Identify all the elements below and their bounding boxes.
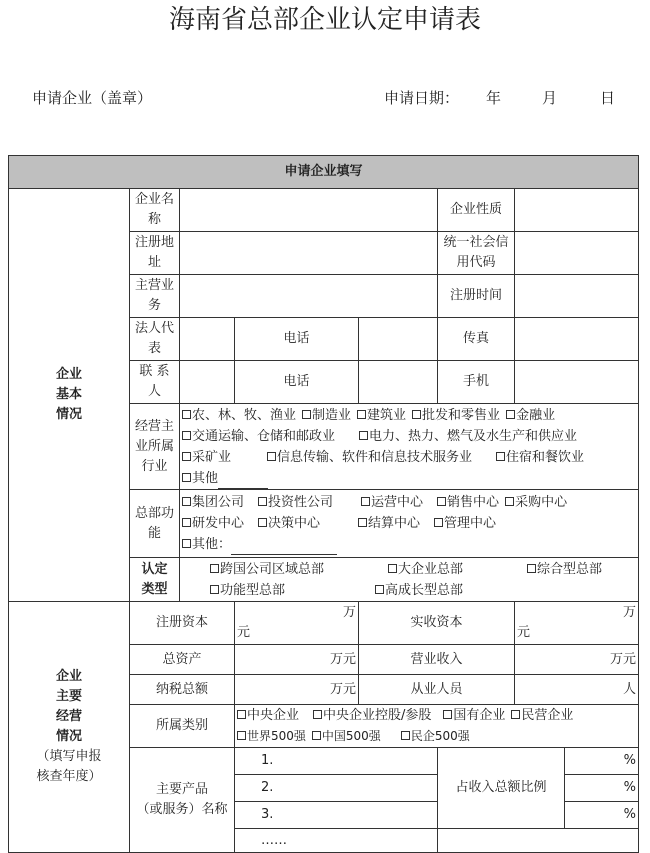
checkbox-icon xyxy=(357,410,366,419)
function-option[interactable]: 销售中心 xyxy=(437,492,499,513)
company-nature-field[interactable] xyxy=(515,189,639,232)
checkbox-icon xyxy=(401,731,410,740)
total-assets-label: 总资产 xyxy=(130,645,235,675)
cert-type-options xyxy=(180,558,639,602)
checkbox-icon xyxy=(182,473,191,482)
contact-field[interactable] xyxy=(180,361,235,404)
function-option[interactable]: 管理中心 xyxy=(434,513,496,534)
industry-option[interactable]: 采矿业 xyxy=(182,447,231,468)
industry-option[interactable]: 制造业 xyxy=(302,405,351,426)
category-option[interactable]: 中央企业 xyxy=(237,705,299,726)
product-more: …… xyxy=(235,829,438,853)
industry-option[interactable]: 农、林、牧、渔业 xyxy=(182,405,296,426)
checkbox-icon xyxy=(182,497,191,506)
category-option[interactable]: 国有企业 xyxy=(443,705,505,726)
total-tax-label: 纳税总额 xyxy=(130,675,235,705)
checkbox-icon xyxy=(237,710,246,719)
checkbox-icon xyxy=(358,518,367,527)
category-option[interactable]: 世界500强 xyxy=(237,726,306,747)
cert-type-option[interactable]: 综合型总部 xyxy=(527,559,602,580)
credit-code-label: 统一社会信用代码 xyxy=(438,232,515,275)
function-option[interactable]: 集团公司 xyxy=(182,492,244,513)
ratio-3[interactable]: % xyxy=(565,802,639,829)
function-option[interactable]: 结算中心 xyxy=(358,513,420,534)
total-assets-field[interactable]: 万元 xyxy=(235,645,359,675)
checkbox-icon xyxy=(434,518,443,527)
category-options xyxy=(235,705,639,748)
year-label: 年 xyxy=(486,89,502,107)
checkbox-icon xyxy=(443,710,452,719)
industry-option[interactable]: 批发和零售业 xyxy=(412,405,500,426)
checkbox-icon xyxy=(182,539,191,548)
product-2[interactable]: 2. xyxy=(235,775,438,802)
other-industry-blank xyxy=(218,488,268,489)
registered-address-field[interactable] xyxy=(180,232,438,275)
application-form-table xyxy=(8,155,639,853)
checkbox-icon xyxy=(388,564,397,573)
credit-code-field[interactable] xyxy=(515,232,639,275)
category-label: 所属类别 xyxy=(130,705,235,748)
checkbox-icon xyxy=(182,410,191,419)
category-option[interactable]: 中国500强 xyxy=(312,726,381,747)
function-options xyxy=(180,490,639,558)
checkbox-icon xyxy=(267,452,276,461)
industry-option[interactable]: 电力、热力、燃气及水生产和供应业 xyxy=(359,426,577,447)
legal-rep-label: 法人代表 xyxy=(130,318,180,361)
function-option[interactable]: 研发中心 xyxy=(182,513,244,534)
checkbox-icon xyxy=(258,497,267,506)
main-business-field[interactable] xyxy=(180,275,438,318)
function-option[interactable]: 采购中心 xyxy=(505,492,567,513)
phone-field[interactable] xyxy=(359,318,438,361)
company-name-field[interactable] xyxy=(180,189,438,232)
checkbox-icon xyxy=(182,431,191,440)
checkbox-icon xyxy=(496,452,505,461)
checkbox-icon xyxy=(511,710,520,719)
cert-type-option[interactable]: 功能型总部 xyxy=(210,580,285,601)
registered-address-label: 注册地址 xyxy=(130,232,180,275)
fax-label: 传真 xyxy=(438,318,515,361)
revenue-label: 营业收入 xyxy=(359,645,515,675)
products-label: 主要产品 （或服务）名称 xyxy=(130,748,235,853)
checkbox-icon xyxy=(182,518,191,527)
company-name-label: 企业名称 xyxy=(130,189,180,232)
industry-options xyxy=(180,404,639,490)
contact-phone-label: 电话 xyxy=(235,361,359,404)
category-option[interactable]: 民营企业 xyxy=(511,705,573,726)
mobile-field[interactable] xyxy=(515,361,639,404)
checkbox-icon xyxy=(312,731,321,740)
legal-rep-field[interactable] xyxy=(180,318,235,361)
section-title: 申请企业填写 xyxy=(9,156,639,189)
paid-capital-label: 实收资本 xyxy=(359,602,515,645)
checkbox-icon xyxy=(237,731,246,740)
cert-type-option[interactable]: 大企业总部 xyxy=(388,559,463,580)
revenue-field[interactable]: 万元 xyxy=(515,645,639,675)
function-option-other[interactable]: 其他： xyxy=(182,534,337,555)
checkbox-icon xyxy=(505,497,514,506)
industry-option[interactable]: 金融业 xyxy=(506,405,555,426)
employees-field[interactable]: 人 xyxy=(515,675,639,705)
checkbox-icon xyxy=(361,497,370,506)
checkbox-icon xyxy=(258,518,267,527)
industry-option[interactable]: 交通运输、仓储和邮政业 xyxy=(182,426,335,447)
employees-label: 从业人员 xyxy=(359,675,515,705)
checkbox-icon xyxy=(437,497,446,506)
registered-capital-field[interactable]: 万 元 xyxy=(235,602,359,645)
main-business-label: 主营业务 xyxy=(130,275,180,318)
industry-option[interactable]: 住宿和餐饮业 xyxy=(496,447,584,468)
industry-option[interactable]: 信息传输、软件和信息技术服务业 xyxy=(267,447,472,468)
checkbox-icon xyxy=(210,585,219,594)
company-nature-label: 企业性质 xyxy=(438,189,515,232)
other-function-blank xyxy=(231,554,337,555)
cert-type-option[interactable]: 跨国公司区域总部 xyxy=(210,559,324,580)
product-1[interactable]: 1. xyxy=(235,748,438,775)
checkbox-icon xyxy=(359,431,368,440)
operations-label: 企业 主要 经营 情况 （填写申报 核查年度） xyxy=(9,602,130,853)
checkbox-icon xyxy=(527,564,536,573)
page-title: 海南省总部企业认定申请表 xyxy=(168,5,481,35)
checkbox-icon xyxy=(210,564,219,573)
contact-label: 联 系 人 xyxy=(130,361,180,404)
function-option[interactable]: 运营中心 xyxy=(361,492,423,513)
total-tax-field[interactable]: 万元 xyxy=(235,675,359,705)
category-option[interactable]: 中央企业控股/参股 xyxy=(313,705,431,726)
ratio-2[interactable]: % xyxy=(565,775,639,802)
industry-label: 经营主业所属行业 xyxy=(130,404,180,490)
revenue-ratio-label: 占收入总额比例 xyxy=(438,748,565,829)
industry-option[interactable]: 建筑业 xyxy=(357,405,406,426)
basic-info-label: 企业 基本 情况 xyxy=(9,189,130,602)
ratio-1[interactable]: % xyxy=(565,748,639,775)
checkbox-icon xyxy=(302,410,311,419)
industry-option-other[interactable]: 其他 xyxy=(182,468,268,489)
checkbox-icon xyxy=(182,452,191,461)
fax-field[interactable] xyxy=(515,318,639,361)
paid-capital-field[interactable]: 万 元 xyxy=(515,602,639,645)
checkbox-icon xyxy=(375,585,384,594)
date-label: 申请日期： xyxy=(384,89,460,107)
function-option[interactable]: 决策中心 xyxy=(258,513,320,534)
ratio-more xyxy=(438,829,639,853)
checkbox-icon xyxy=(506,410,515,419)
phone-label: 电话 xyxy=(235,318,359,361)
checkbox-icon xyxy=(313,710,322,719)
day-label: 日 xyxy=(600,89,616,107)
registration-time-label: 注册时间 xyxy=(438,275,515,318)
category-option[interactable]: 民企500强 xyxy=(401,726,470,747)
cert-type-option[interactable]: 高成长型总部 xyxy=(375,580,463,601)
function-option[interactable]: 投资性公司 xyxy=(258,492,333,513)
product-3[interactable]: 3. xyxy=(235,802,438,829)
applicant-seal-label: 申请企业（盖章） xyxy=(32,89,153,107)
cert-type-label: 认定 类型 xyxy=(130,558,180,602)
registered-capital-label: 注册资本 xyxy=(130,602,235,645)
month-label: 月 xyxy=(542,89,558,107)
contact-phone-field[interactable] xyxy=(359,361,438,404)
checkbox-icon xyxy=(412,410,421,419)
registration-time-field[interactable] xyxy=(515,275,639,318)
function-label: 总部功能 xyxy=(130,490,180,558)
mobile-label: 手机 xyxy=(438,361,515,404)
